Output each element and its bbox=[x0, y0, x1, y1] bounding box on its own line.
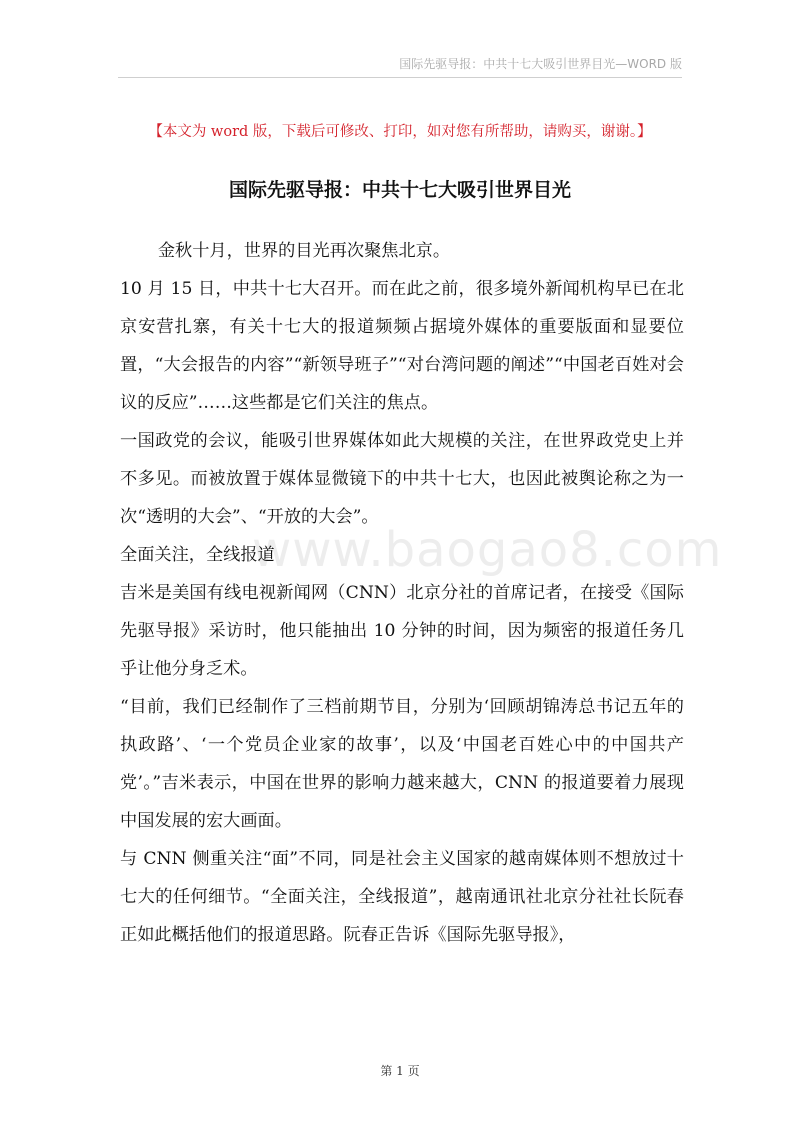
watermark: www.baogao8.com bbox=[252, 522, 723, 578]
purchase-notice: 【本文为 word 版，下载后可修改、打印，如对您有所帮助，请购买，谢谢。】 bbox=[148, 124, 652, 140]
paragraph-6: 与 CNN 侧重关注“面”不同，同是社会主义国家的越南媒体则不想放过十七大的任何细节。“全面关注，全线报道”，越南通讯社北京分社社长阮春正如此概括他们的报道思路。阮春正告诉《国际先驱导报》， bbox=[120, 849, 684, 945]
running-header: 国际先驱导报：中共十七大吸引世界目光—WORD 版 bbox=[399, 57, 682, 71]
article-title: 国际先驱导报：中共十七大吸引世界目光 bbox=[228, 179, 571, 201]
paragraph-5: “目前，我们已经制作了三档前期节目，分别为‘回顾胡锦涛总书记五年的执政路’、‘一个党员企业家的故事’，以及‘中国老百姓心中的中国共产党’。”吉米表示，中国在世界的影响力越来越大，CNN 的报道要着力展现中国发展的宏大画面。 bbox=[120, 697, 684, 831]
article-body bbox=[120, 232, 684, 954]
section-heading: 全面关注，全线报道 bbox=[120, 545, 275, 565]
page-number: 第 1 页 bbox=[380, 1064, 420, 1078]
paragraph-1: 金秋十月，世界的目光再次聚焦北京。 bbox=[157, 241, 451, 261]
paragraph-2: 10 月 15 日，中共十七大召开。而在此之前，很多境外新闻机构早已在北京安营扎寨，有关十七大的报道频频占据境外媒体的重要版面和显要位置，“大会报告的内容”“新领导班子”“对台湾问题的阐述”“中国老百姓对会议的反应”……这些都是它们关注的焦点。 bbox=[120, 279, 684, 413]
paragraph-3: 一国政党的会议，能吸引世界媒体如此大规模的关注，在世界政党史上并不多见。而被放置于媒体显微镜下的中共十七大，也因此被舆论称之为一次“透明的大会”、“开放的大会”。 bbox=[120, 431, 684, 527]
header-divider bbox=[118, 77, 682, 78]
paragraph-4: 吉米是美国有线电视新闻网（CNN）北京分社的首席记者，在接受《国际先驱导报》采访时，他只能抽出 10 分钟的时间，因为频密的报道任务几乎让他分身乏术。 bbox=[120, 583, 684, 679]
